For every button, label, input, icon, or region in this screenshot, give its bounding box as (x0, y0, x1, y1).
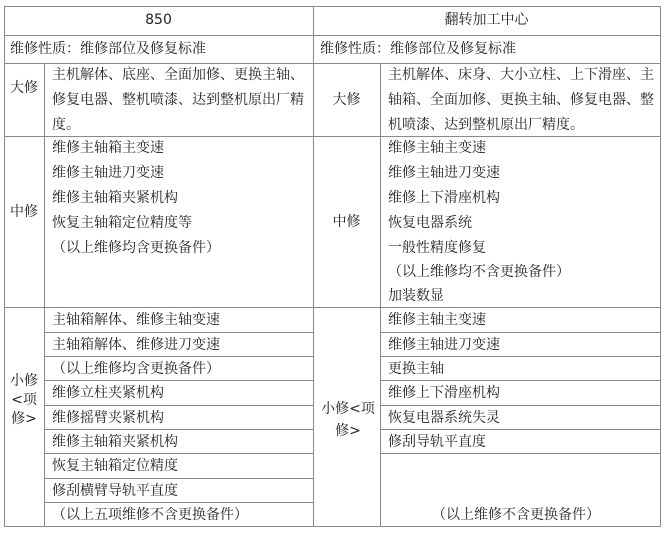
nature-col2: 维修性质：维修部位及修复标准 (320, 41, 516, 57)
row-divider (4, 307, 661, 308)
list-item: 维修主轴进刀变速 (388, 165, 500, 181)
list-item: 维修上下滑座机构 (388, 190, 500, 206)
sub-row-divider (380, 380, 661, 381)
list-item: 恢复主轴箱定位精度等 (52, 215, 192, 231)
major-text-col1: 主机解体、底座、全面加修、更换主轴、修复电器、整机喷漆、达到整机原出厂精度。 (52, 67, 304, 133)
nature-col1: 维修性质：维修部位及修复标准 (10, 41, 206, 57)
list-item: 维修主轴进刀变速 (52, 165, 164, 181)
sub-row-divider (44, 478, 314, 479)
row-divider (4, 35, 661, 36)
list-item: 维修主轴进刀变速 (388, 337, 500, 353)
list-item: 一般性精度修复 (388, 240, 486, 256)
list-item: （以上维修均含更换备件） (52, 361, 220, 377)
column-divider (313, 6, 314, 527)
major-label-col1: 大修 (10, 80, 38, 96)
list-item: 主轴箱解体、维修主轴变速 (52, 312, 220, 328)
list-item: 维修主轴主变速 (388, 312, 486, 328)
minor-label-col2: 小修<项修> (321, 401, 375, 439)
sub-row-divider (380, 332, 661, 333)
sub-row-divider (44, 356, 314, 357)
sub-row-divider (44, 429, 314, 430)
label-divider-left (44, 63, 45, 527)
sub-row-divider (380, 453, 661, 454)
list-item: 维修摇臂夹紧机构 (52, 410, 164, 426)
list-item: 维修立柱夹紧机构 (52, 385, 164, 401)
list-item: 修刮横臂导轨平直度 (52, 483, 178, 499)
list-item: 恢复电器系统 (388, 215, 472, 231)
list-item: （以上维修均含更换备件） (52, 240, 220, 256)
list-item: 维修主轴主变速 (388, 140, 486, 156)
table-border-top (4, 6, 661, 7)
list-item: 更换主轴 (388, 361, 444, 377)
sub-row-divider (44, 380, 314, 381)
list-item: 维修主轴箱主变速 (52, 140, 164, 156)
label-divider-right (380, 63, 381, 527)
major-text-col2: 主机解体、床身、大小立柱、上下滑座、主轴箱、全面加修、更换主轴、修复电器、整机喷漆、达到整机原出厂精度。 (388, 67, 654, 133)
table-border-right (660, 6, 661, 527)
sub-row-divider (44, 453, 314, 454)
table-border-bottom (4, 526, 661, 527)
list-item: 恢复主轴箱定位精度 (52, 458, 178, 474)
list-item: 维修上下滑座机构 (388, 385, 500, 401)
major-label-col2: 大修 (332, 92, 361, 108)
sub-row-divider (380, 429, 661, 430)
medium-label-col2: 中修 (332, 214, 361, 230)
table-border-left (4, 6, 5, 527)
minor-label-col1: 小修<项修> (10, 373, 38, 427)
list-item: （以上五项维修不含更换备件） (52, 507, 248, 523)
medium-label-col1: 中修 (10, 204, 38, 220)
sub-row-divider (44, 332, 314, 333)
sub-row-divider (380, 405, 661, 406)
sub-row-divider (44, 502, 314, 503)
list-item: （以上维修不含更换备件） (432, 507, 600, 523)
list-item: 加装数显 (388, 288, 444, 304)
list-item: 维修主轴箱夹紧机构 (52, 190, 178, 206)
header-col1: 850 (145, 12, 172, 28)
sub-row-divider (380, 356, 661, 357)
list-item: 维修主轴箱夹紧机构 (52, 434, 178, 450)
header-col2: 翻转加工中心 (444, 12, 529, 28)
list-item: 主轴箱解体、维修进刀变速 (52, 337, 220, 353)
sub-row-divider (44, 405, 314, 406)
list-item: 恢复电器系统失灵 (388, 410, 500, 426)
list-item: （以上维修均不含更换备件） (388, 264, 570, 280)
list-item: 修刮导轨平直度 (388, 434, 486, 450)
